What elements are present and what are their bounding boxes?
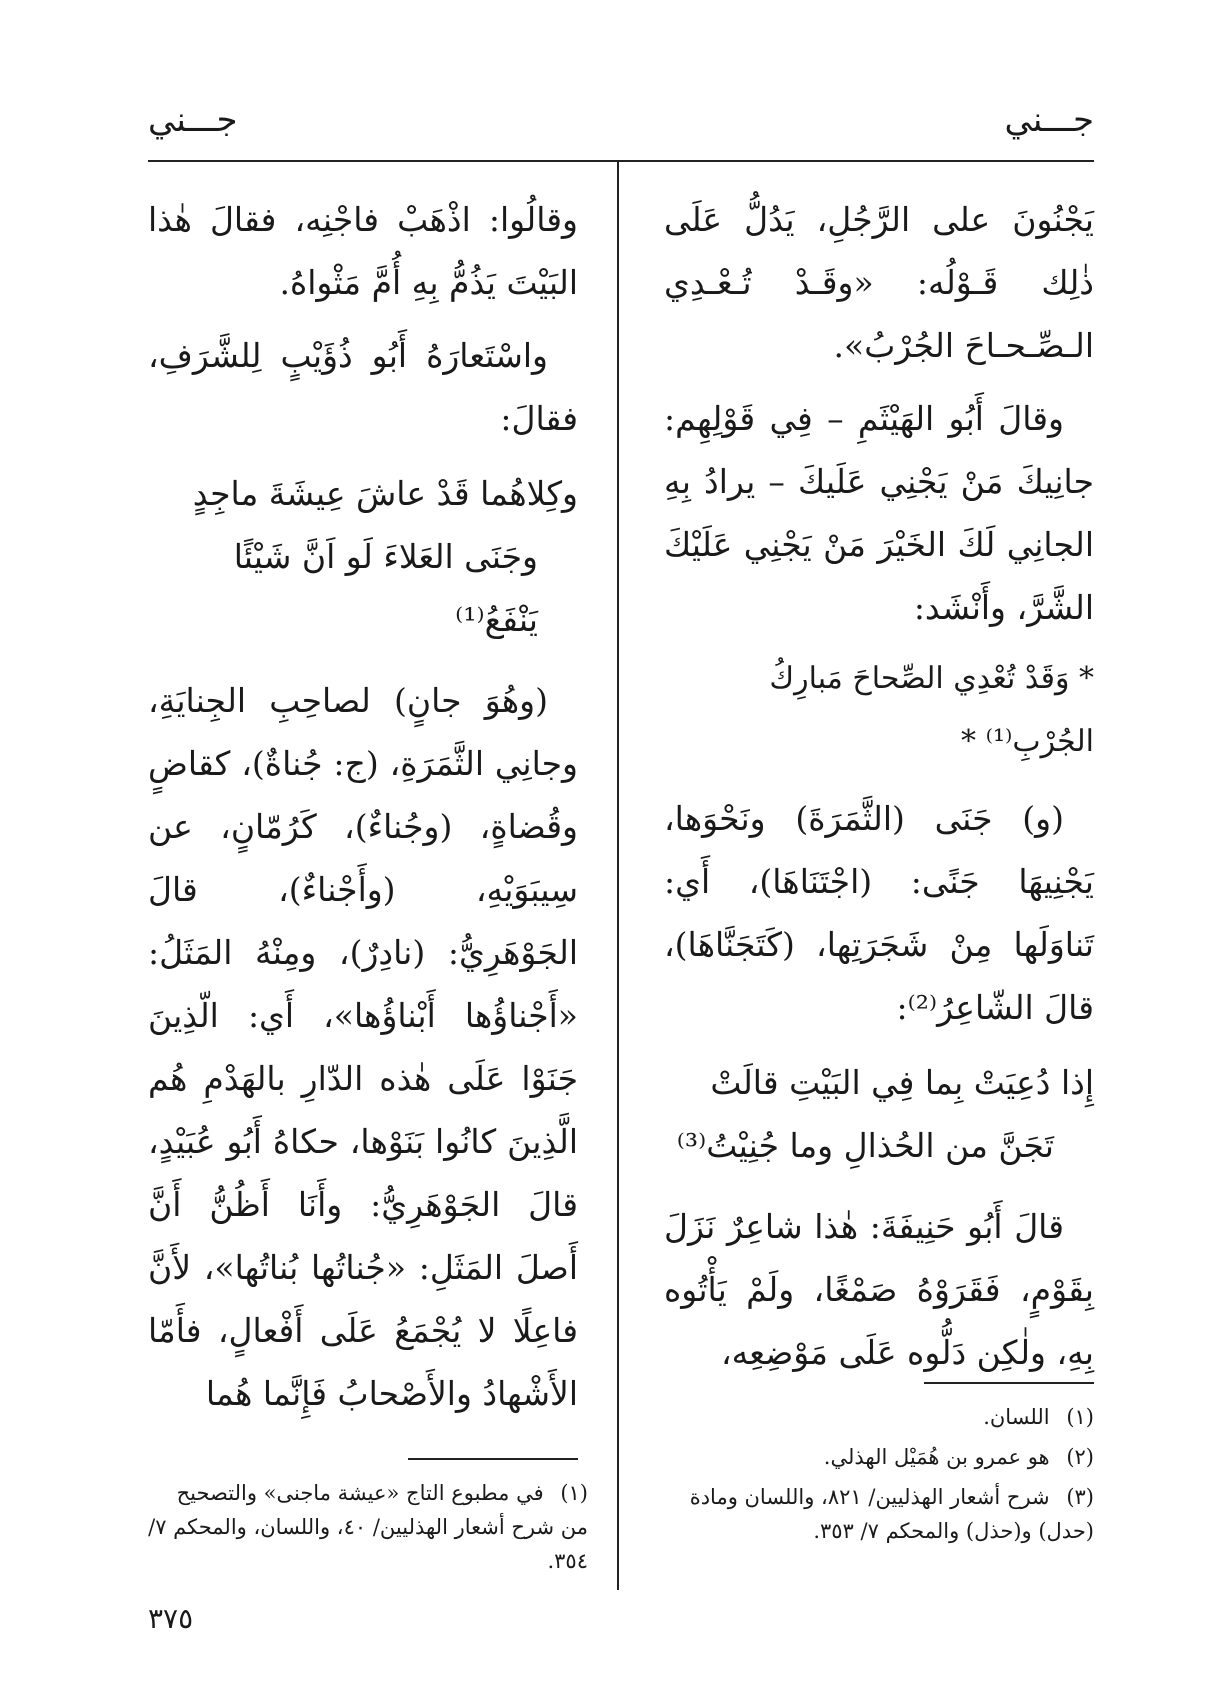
footnote: [654, 1480, 1094, 1548]
footnote: [654, 1440, 1094, 1474]
column-divider: [617, 160, 619, 1590]
header-root-word-right: جـــني: [1004, 100, 1094, 140]
verse-line: * وَقَدْ تُعْدِي الصِّحاحَ مَبارِكُ الجُرْبِ⁽¹⁾ *: [769, 661, 1094, 759]
page-number: ٣٧٥: [148, 1602, 194, 1635]
header-rule: [148, 160, 1094, 162]
verse-line: تَجَنَّ من الحُذالِ وما جُنِيْتُ⁽³⁾: [676, 1126, 1054, 1165]
footnote-text: هو عمرو بن هُمَيْل الهذلي.: [823, 1445, 1050, 1469]
verse-line: إِذا دُعِيَتْ بِما فِي البَيْتِ قالَتْ: [710, 1063, 1094, 1102]
verse-line: وجَنَى العَلاءَ لَو اَنَّ شَيْئًا يَنْفَعُ⁽¹⁾: [233, 537, 538, 639]
paragraph: وقالَ أَبُو الهَيْثَمِ – فِي قَوْلِهِم: جانِيكَ مَنْ يَجْنِي عَلَيكَ – يرادُ بِهِ الجانِي لَكَ الخَيْرَ مَنْ يَجْنِي عَلَيْكَ الشَّرَّ، وأَنْشَد:: [664, 399, 1094, 627]
footnote-text: شرح أشعار الهذليين/ ٨٢١، واللسان ومادة (حدل) و(حذل) والمحكم ٧/ ٣٥٣.: [689, 1485, 1094, 1543]
paragraph: قالَ أَبُو حَنِيفَةَ: هٰذا شاعِرٌ نَزَلَ بِقَوْمٍ، فَقَرَوْهُ صَمْغًا، ولَمْ يَأْتُوه بِهِ، ولٰكِن دَلُّوه عَلَى مَوْضِعِه،: [664, 1207, 1094, 1372]
footnote-number: (١): [1066, 1405, 1094, 1429]
paragraph: واسْتَعارَهُ أَبُو ذُؤَيْبٍ لِلشَّرَفِ، فقالَ:: [148, 336, 578, 438]
paragraph: يَجْنُونَ على الرَّجُلِ، يَدُلُّ عَلَى ذٰلِك قَـوْلُه: «وقَـدْ تُـعْـدِي الـصِّـحـاحَ الجُرْبُ».: [664, 200, 1094, 365]
footnote-number: (١): [560, 1481, 588, 1505]
footnote: [654, 1400, 1094, 1434]
right-column: [664, 188, 1094, 1384]
footnote-number: (٣): [1066, 1485, 1094, 1509]
left-footnotes: [148, 1476, 588, 1584]
footnote: [148, 1476, 588, 1578]
verse-line: وكِلاهُما قَدْ عاشَ عِيشَةَ ماجِدٍ: [192, 474, 578, 513]
paragraph: (و) جَنَى (الثَّمَرَةَ) ونَحْوَها، يَجْنِيهَا جَنًى: (اجْتَنَاهَا)، أَي: تَناوَلَها مِنْ شَجَرَتِها، (كَتَجَنَّاهَا)، قالَ الشّاعِرُ⁽²⁾:: [664, 799, 1094, 1027]
paragraph: وقالُوا: اذْهَبْ فاجْنِه، فقالَ هٰذا البَيْتَ يَذُمُّ بِهِ أُمَّ مَثْواهُ.: [148, 200, 578, 302]
footnote-rule: [924, 1382, 1094, 1384]
running-header: [148, 96, 1094, 162]
footnote-number: (٢): [1066, 1445, 1094, 1469]
header-root-word-left: جـــني: [148, 100, 238, 140]
footnote-text: اللسان.: [983, 1405, 1050, 1429]
paragraph: (وهُوَ جانٍ) لصاحِبِ الجِنايَةِ، وجانِي الثَّمَرَةِ، (ج: جُناةٌ)، كقاضٍ وقُضاةٍ، (وجُناءٌ)، كَرُمّانٍ، عن سِيبَوَيْهِ، (وأَجْناءٌ)، قالَ الجَوْهَرِيُّ: (نادِرٌ)، ومِنْهُ المَثَلُ: «أَجْناؤُها أَبْناؤُها»، أَي: الّذِينَ جَنَوْا عَلَى هٰذه الدّارِ بالهَدْمِ هُم الَّذِينَ كانُوا بَنَوْها، حكاهُ أَبُو عُبَيْدٍ، قالَ الجَوْهَرِيُّ: وأَنَا أَظُنُّ أَنَّ أَصلَ المَثَلِ: «جُناتُها بُناتُها»، لأَنَّ فاعِلًا لا يُجْمَعُ عَلَى أَفْعالٍ، فأَمّا الأَشْهادُ والأَصْحابُ فَإِنَّما هُما: [148, 681, 578, 1413]
left-column: [148, 188, 578, 1425]
footnote-rule: [408, 1458, 578, 1460]
right-footnotes: [654, 1400, 1094, 1554]
footnote-text: في مطبوع التاج «عيشة ماجنى» والتصحيح من شرح أشعار الهذليين/ ٤٠، واللسان، والمحكم ٧/ ٣٥٤.: [148, 1481, 588, 1573]
